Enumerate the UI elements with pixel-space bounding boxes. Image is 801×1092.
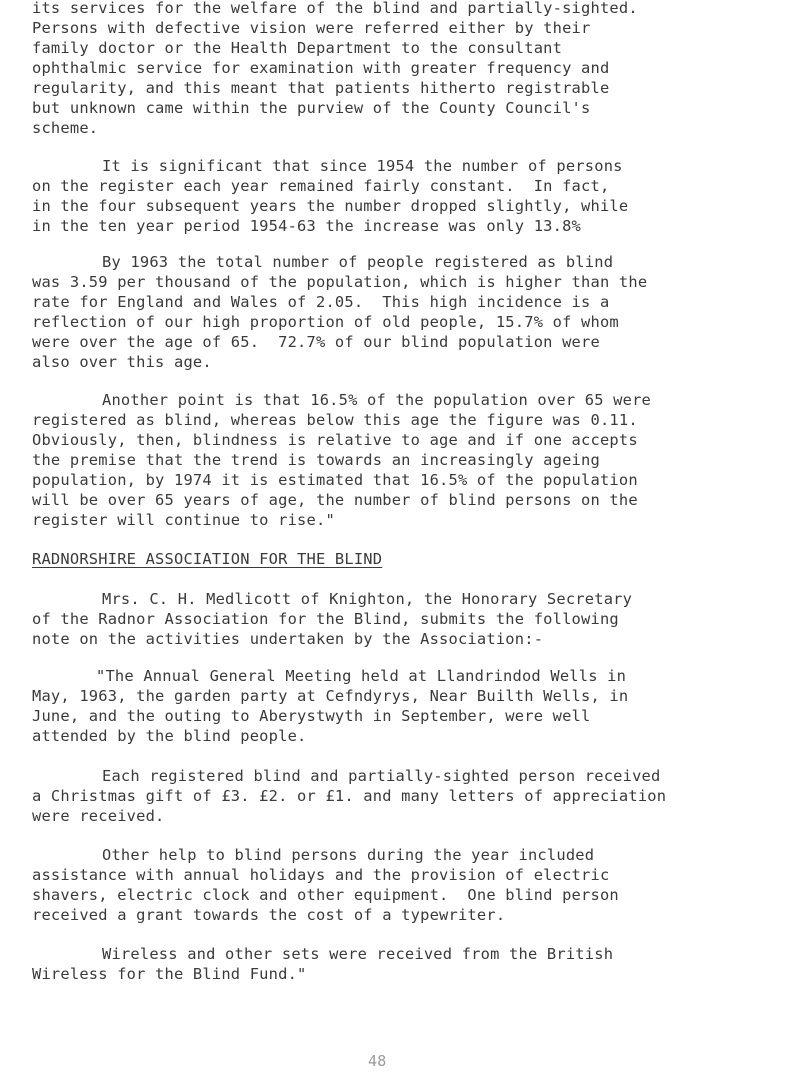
text-line: Another point is that 16.5% of the population over 65 were [102,391,652,409]
text-line: rate for England and Wales of 2.05. This high incidence is a [32,293,610,311]
text-line: attended by the blind people. [32,727,307,745]
text-line: registered as blind, whereas below this age the figure was 0.11. [32,411,638,429]
text-line: By 1963 the total number of people registered as blind [102,253,614,271]
text-line: was 3.59 per thousand of the population, which is higher than the [32,273,648,291]
text-line: Obviously, then, blindness is relative to age and if one accepts [32,431,638,449]
text-line: the premise that the trend is towards an increasingly ageing [32,451,600,469]
text-line: shavers, electric clock and other equipment. One blind person [32,886,619,904]
text-line: on the register each year remained fairly constant. In fact, [32,177,610,195]
text-line: scheme. [32,119,99,137]
text-line: ophthalmic service for examination with greater frequency and [32,59,610,77]
text-line: Mrs. C. H. Medlicott of Knighton, the Honorary Secretary [102,590,633,608]
text-line: Wireless and other sets were received from the British [102,945,614,963]
text-line: Each registered blind and partially-sighted person received [102,767,661,785]
text-line: reflection of our high proportion of old people, 15.7% of whom [32,313,619,331]
text-line: also over this age. [32,353,212,371]
text-line: It is significant that since 1954 the number of persons [102,157,623,175]
text-line: "The Annual General Meeting held at Llandrindod Wells in [96,667,627,685]
text-line: its services for the welfare of the blind and partially-sighted. [32,0,638,17]
text-line: note on the activities undertaken by the Association:- [32,630,544,648]
text-line: Wireless for the Blind Fund." [32,965,307,983]
text-line: were received. [32,807,165,825]
text-line: regularity, and this meant that patients hitherto registrable [32,79,610,97]
text-line: Persons with defective vision were referred either by their [32,19,591,37]
text-line: were over the age of 65. 72.7% of our blind population were [32,333,600,351]
text-line: register will continue to rise." [32,511,335,529]
text-line: population, by 1974 it is estimated that 16.5% of the population [32,471,638,489]
text-line: received a grant towards the cost of a typewriter. [32,906,506,924]
text-line: of the Radnor Association for the Blind, submits the following [32,610,619,628]
text-line: a Christmas gift of £3. £2. or £1. and many letters of appreciation [32,787,667,805]
text-line: May, 1963, the garden party at Cefndyrys, Near Builth Wells, in [32,687,629,705]
page-number: 48 [368,1052,387,1070]
text-line: in the four subsequent years the number dropped slightly, while [32,197,629,215]
text-line: June, and the outing to Aberystwyth in September, were well [32,707,591,725]
text-line: assistance with annual holidays and the provision of electric [32,866,610,884]
text-line: Other help to blind persons during the year included [102,846,595,864]
text-line: will be over 65 years of age, the number of blind persons on the [32,491,638,509]
text-line: in the ten year period 1954-63 the increase was only 13.8% [32,217,582,235]
section-heading: RADNORSHIRE ASSOCIATION FOR THE BLIND [32,550,383,568]
text-line: but unknown came within the purview of the County Council's [32,99,591,117]
text-line: family doctor or the Health Department to the consultant [32,39,563,57]
